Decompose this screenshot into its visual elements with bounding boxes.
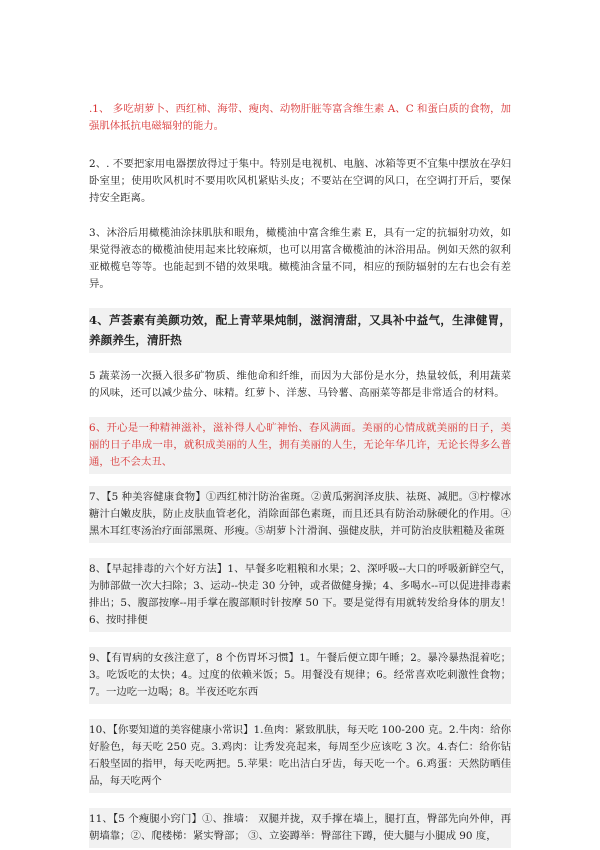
tip-11-paragraph: 11、【5 个瘦腿小窍门】①、推墙： 双腿并拢，双手撑在墙上，腿打直，臀部先向外伸，再朝墙靠；②、爬楼梯：紧实臀部； ③、立姿蹲举：臀部往下蹲，使大腿与小腿成 90 度，	[89, 808, 511, 848]
tip-10-paragraph: 10、【你要知道的美容健康小常识】1.鱼肉：紧致肌肤，每天吃 100-200 克。2.牛肉：给你好脸色，每天吃 250 克。3.鸡肉：让秀发亮起来，每周至少应该吃 3 次。4.杏仁：给你钻石般坚固的指甲，每天吃两把。5.苹果：吃出洁白牙齿，每天吃一个。6.鸡蛋：天然防晒佳品，每天吃两个	[89, 719, 511, 793]
tip-1-paragraph: .1、 多吃胡萝卜、西红柿、海带、瘦肉、动物肝脏等富含维生素 A、C 和蛋白质的食物，加强肌体抵抗电磁辐射的能力。	[89, 103, 511, 132]
tip-4-paragraph: 4、芦荟素有美颜功效，配上青苹果炖制，滋润清甜，又具补中益气，生津健胃，养颜养生，清肝热	[89, 308, 511, 353]
tip-8-paragraph: 8、【早起排毒的六个好方法】1、早餐多吃粗粮和水果；2、深呼吸--大口的呼吸新鲜空气，为肺部做一次大扫除；3、运动--快走 30 分钟，或者做健身操；4、多喝水--可以促进排毒素排出；5、腹部按摩--用手掌在腹部顺时针按摩 50 下。要是觉得有用就转发给身体的朋友！6、按时排便	[89, 558, 511, 632]
tip-9-paragraph: 9、【有胃病的女孩注意了，8 个伤胃坏习惯】1。午餐后便立即午睡；2。暴冷暴热混着吃；3。吃饭吃的太快；4。过度的依赖米饭；5。用餐没有规律；6。经常喜欢吃刺激性食物；7。一边吃一边喝；8。半夜还吃东西	[89, 647, 511, 704]
tip-7-paragraph: 7、【5 种美容健康食物】①西红柿汁防治雀斑。②黄瓜粥润泽皮肤、祛斑、减肥。③柠檬冰糖汁白嫩皮肤，防止皮肤血管老化，消除面部色素斑，而且还具有防治动脉硬化的作用。④黑木耳红枣汤治疗面部黑斑、形瘦。⑤胡萝卜汁滑润、强健皮肤，并可防治皮肤粗糙及雀斑	[89, 486, 511, 543]
tip-3-paragraph: 3、沐浴后用橄榄油涂抹肌肤和眼角，橄榄油中富含维生素 E，具有一定的抗辐射功效，如果觉得液态的橄榄油使用起来比较麻烦，也可以用富含橄榄油的沐浴用品。例如天然的叙利亚橄榄皂等等。也能起到不错的效果哦。橄榄油含量不同，相应的预防辐射的左右也会有差异。	[89, 227, 511, 290]
tip-5-paragraph: 5 蔬菜汤一次摄入很多矿物质、维他命和纤维，而因为大部份是水分，热量较低，利用蔬菜的风味，还可以减少盐分、味精。红萝卜、洋葱、马铃薯、高丽菜等都是非常适合的材料。	[89, 370, 511, 399]
tip-2-paragraph: 2、. 不要把家用电器摆放得过于集中。特别是电视机、电脑、冰箱等更不宜集中摆放在孕妇卧室里；使用吹风机时不要用吹风机紧贴头皮；不要站在空调的风口，在空调打开后，要保持安全距离。	[89, 158, 511, 204]
tip-6-paragraph: 6、开心是一种精神滋补，滋补得人心旷神怡、春风满面。美丽的心情成就美丽的日子，美丽的日子串成一串，就积成美丽的人生，拥有美丽的人生，无论年华几许，无论长得多么普通，也不会太丑、	[89, 417, 511, 474]
